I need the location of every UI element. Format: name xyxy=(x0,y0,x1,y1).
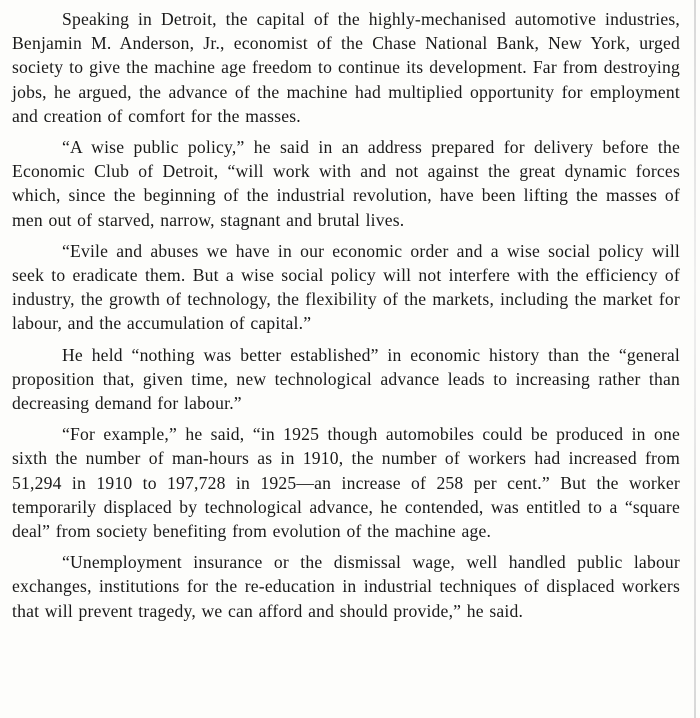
page-edge-shadow xyxy=(694,0,696,718)
paragraph-wise-public-policy: “A wise public policy,” he said in an address prepared for delivery before the Economic Club of Detroit, “will work with and not against the great dynamic forces which, since the beginning of the industrial revolution, have been lifting the masses of men out of starved, narrow, stagnant and brutal lives. xyxy=(12,137,680,230)
paragraph-automobile-example: “For example,” he said, “in 1925 though automobiles could be produced in one sixth the number of man-hours as in 1910, the number of workers had increased from 51,294 in 1910 to 197,728 in 1925—an increase of 258 per cent.” But the worker temporarily displaced by technological advance, he contended, was entitled to a “square deal” from society benefiting from evolution of the machine age. xyxy=(12,424,680,542)
paragraph-unemployment-insurance: “Unemployment insurance or the dismissal wage, well handled public labour exchanges, institutions for the re-education in industrial techniques of displaced workers that will prevent tragedy, we can afford and should provide,” he said. xyxy=(12,552,680,621)
paragraph-economic-history: He held “nothing was better established” in economic history than the “general proposition that, given time, new technological advance leads to increasing rather than decreasing demand for labour.” xyxy=(12,344,680,414)
article-body xyxy=(12,7,680,623)
paragraph-evils-and-abuses: “Evile and abuses we have in our economic order and a wise social policy will seek to eradicate them. But a wise social policy will not interfere with the efficiency of industry, the growth of technology, the flexibility of the markets, including the market for labour, and the accumulation of capital.” xyxy=(12,240,680,334)
paragraph-detroit-speech: Speaking in Detroit, the capital of the highly-mechanised automotive industries, Benjamin M. Anderson, Jr., economist of the Chase National Bank, New York, urged society to give the machine age freedom to continue its development. Far from destroying jobs, he argued, the advance of the machine had multiplied opportunity for employment and creation of comfort for the masses. xyxy=(12,9,680,126)
